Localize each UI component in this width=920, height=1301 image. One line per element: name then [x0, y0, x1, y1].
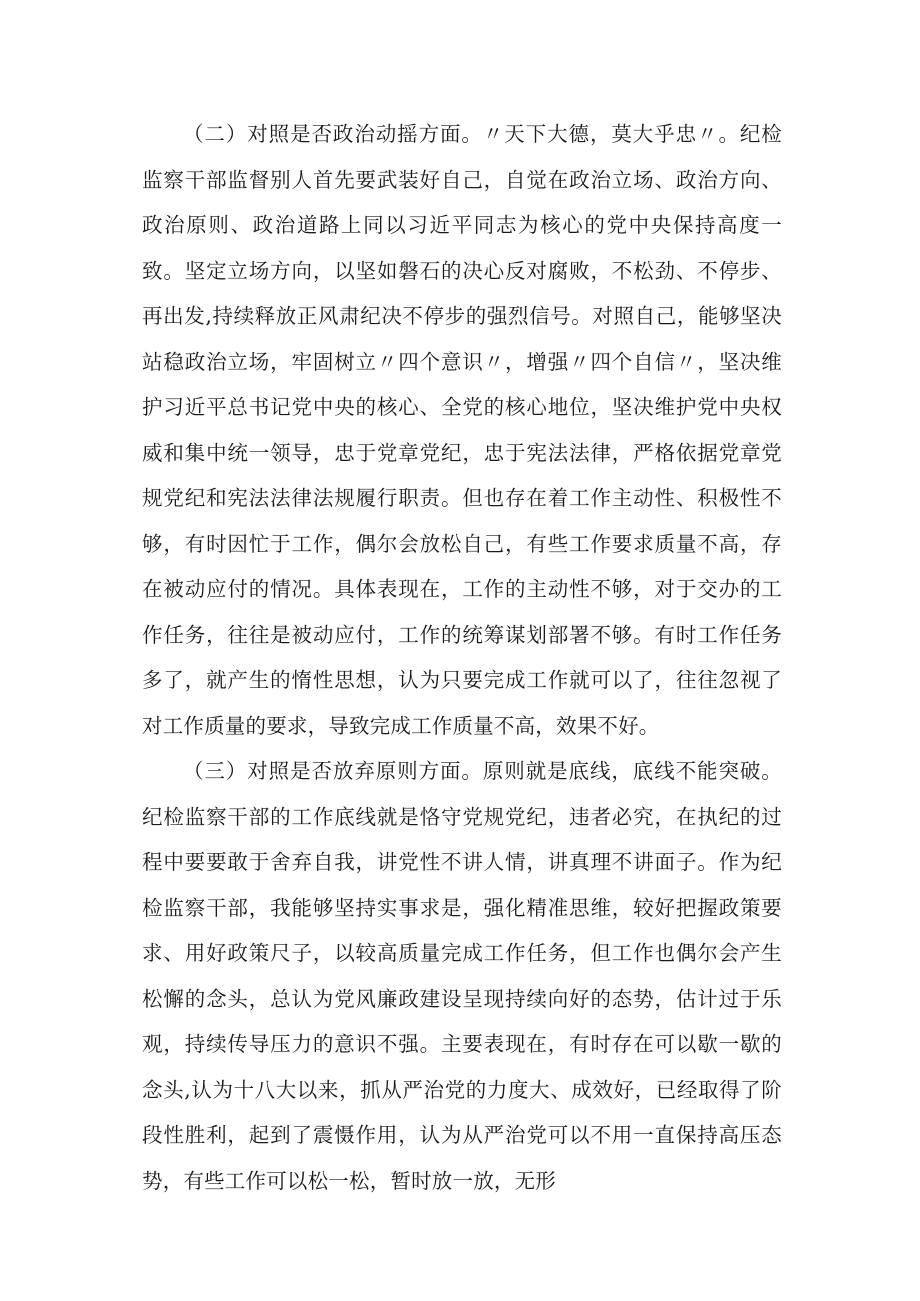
paragraph-political-stance: （二）对照是否政治动摇方面。〃天下大德，莫大乎忠〃。纪检监察干部监督别人首先要武装好自己，自觉在政治立场、政治方向、政治原则、政治道路上同以习近平同志为核心的党中央保持高度一致。坚定立场方向，以坚如磐石的决心反对腐败，不松劲、不停步、再出发,持续释放正风肃纪决不停步的强烈信号。对照自己，能够坚决站稳政治立场，牢固树立〃四个意识〃，增强〃四个自信〃，坚决维护习近平总书记党中央的核心、全党的核心地位，坚决维护党中央权威和集中统一领导，忠于党章党纪，忠于宪法法律，严格依据党章党规党纪和宪法法律法规履行职责。但也存在着工作主动性、积极性不够，有时因忙于工作，偶尔会放松自己，有些工作要求质量不高，存在被动应付的情况。具体表现在，工作的主动性不够，对于交办的工作任务，往往是被动应付，工作的统筹谋划部署不够。有时工作任务多了，就产生的惰性思想，认为只要完成工作就可以了，往往忽视了对工作质量的要求，导致完成工作质量不高，效果不好。 [142, 122, 782, 738]
paragraph-principles: （三）对照是否放弃原则方面。原则就是底线，底线不能突破。纪检监察干部的工作底线就是恪守党规党纪，违者必究，在执纪的过程中要要敢于舍弃自我，讲党性不讲人情，讲真理不讲面子。作为纪检监察干部，我能够坚持实事求是，强化精准思维，较好把握政策要求、用好政策尺子，以较高质量完成工作任务，但工作也偶尔会产生松懈的念头，总认为党风廉政建设呈现持续向好的态势，估计过于乐观，持续传导压力的意识不强。主要表现在，有时存在可以歇一歇的念头,认为十八大以来，抓从严治党的力度大、成效好，已经取得了阶段性胜利，起到了震慑作用，认为从严治党可以不用一直保持高压态势，有些工作可以松一松，暂时放一放，无形 [142, 759, 782, 1193]
document-body [142, 112, 782, 1204]
